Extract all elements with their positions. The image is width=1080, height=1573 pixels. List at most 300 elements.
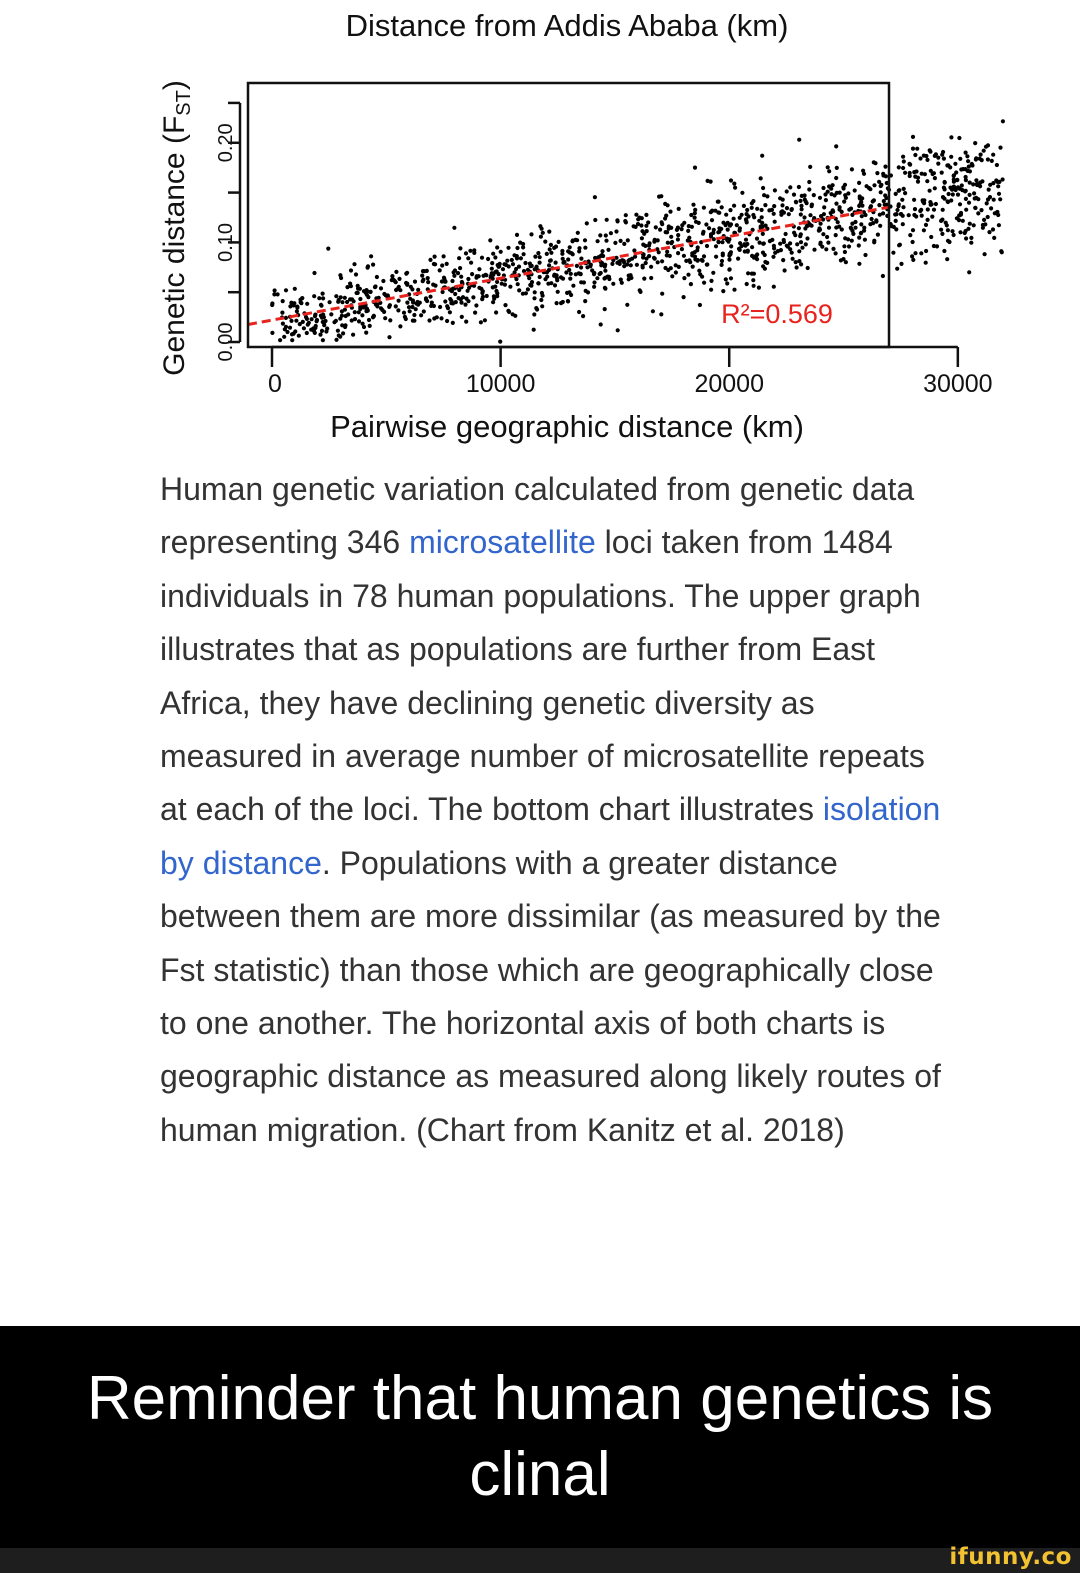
data-point (710, 218, 714, 222)
y-axis-label-close: ) (158, 80, 191, 91)
data-point (798, 199, 802, 203)
data-point (438, 305, 442, 309)
data-point (930, 215, 934, 219)
data-point (411, 298, 415, 302)
data-point (350, 297, 354, 301)
data-point (408, 309, 412, 313)
data-point (464, 251, 468, 255)
data-point (785, 244, 789, 248)
data-point (636, 222, 640, 226)
data-point (448, 297, 452, 301)
data-point (453, 292, 457, 296)
data-point (427, 318, 431, 322)
data-point (996, 184, 1000, 188)
data-point (545, 275, 549, 279)
data-point (964, 208, 968, 212)
data-point (529, 232, 533, 236)
data-point (576, 231, 580, 235)
data-point (725, 281, 729, 285)
data-point (343, 296, 347, 300)
scatter-points (270, 119, 1005, 344)
data-point (491, 300, 495, 304)
data-point (339, 295, 343, 299)
data-point (611, 282, 615, 286)
data-point (603, 269, 607, 273)
data-point (539, 235, 543, 239)
data-point (894, 219, 898, 223)
data-point (772, 246, 776, 250)
data-point (926, 207, 930, 211)
data-point (536, 251, 540, 255)
data-point (747, 214, 751, 218)
data-point (514, 267, 518, 271)
data-point (649, 276, 653, 280)
data-point (616, 328, 620, 332)
data-point (785, 206, 789, 210)
data-point (459, 301, 463, 305)
data-point (911, 135, 915, 139)
data-point (763, 253, 767, 257)
data-point (668, 210, 672, 214)
data-point (426, 276, 430, 280)
data-point (566, 257, 570, 261)
data-point (799, 232, 803, 236)
data-point (329, 312, 333, 316)
data-point (704, 222, 708, 226)
data-point (281, 322, 285, 326)
data-point (966, 159, 970, 163)
data-point (808, 213, 812, 217)
data-point (1001, 119, 1005, 123)
data-point (686, 273, 690, 277)
data-point (483, 318, 487, 322)
data-point (835, 191, 839, 195)
data-point (710, 209, 714, 213)
data-point (913, 251, 917, 255)
data-point (538, 261, 542, 265)
data-point (535, 265, 539, 269)
isolation-by-distance-link[interactable]: isolation by distance (160, 791, 941, 881)
data-point (779, 248, 783, 252)
data-point (872, 198, 876, 202)
data-point (451, 287, 455, 291)
data-point (947, 240, 951, 244)
data-point (452, 270, 456, 274)
data-point (897, 165, 901, 169)
data-point (374, 302, 378, 306)
data-point (555, 301, 559, 305)
data-point (526, 268, 530, 272)
data-point (843, 193, 847, 197)
data-point (900, 198, 904, 202)
data-point (354, 272, 358, 276)
data-point (619, 278, 623, 282)
data-point (920, 172, 924, 176)
data-point (751, 278, 755, 282)
data-point (383, 316, 387, 320)
data-point (961, 167, 965, 171)
data-point (946, 163, 950, 167)
data-point (874, 218, 878, 222)
data-point (424, 296, 428, 300)
data-point (353, 310, 357, 314)
data-point (570, 251, 574, 255)
data-point (381, 279, 385, 283)
data-point (982, 218, 986, 222)
data-point (349, 268, 353, 272)
data-point (669, 235, 673, 239)
data-point (360, 313, 364, 317)
data-point (557, 240, 561, 244)
y-tick-label: 0.20 (215, 123, 237, 163)
data-point (925, 158, 929, 162)
y-tick-label: 0.10 (215, 222, 237, 262)
data-point (799, 212, 803, 216)
data-point (987, 188, 991, 192)
data-point (540, 304, 544, 308)
data-point (765, 194, 769, 198)
data-point (850, 239, 854, 243)
data-point (491, 252, 495, 256)
data-point (942, 157, 946, 161)
data-point (541, 294, 545, 298)
data-point (514, 277, 518, 281)
data-point (932, 208, 936, 212)
data-point (300, 296, 304, 300)
data-point (539, 298, 543, 302)
data-point (986, 215, 990, 219)
data-point (954, 188, 958, 192)
data-point (1001, 177, 1005, 181)
data-point (554, 245, 558, 249)
data-point (991, 227, 995, 231)
data-point (844, 260, 848, 264)
data-point (724, 277, 728, 281)
data-point (843, 183, 847, 187)
data-point (902, 159, 906, 163)
data-point (857, 243, 861, 247)
data-point (999, 249, 1003, 253)
data-point (422, 309, 426, 313)
data-point (457, 288, 461, 292)
data-point (547, 230, 551, 234)
data-point (980, 179, 984, 183)
data-point (297, 334, 301, 338)
data-point (746, 250, 750, 254)
data-point (299, 300, 303, 304)
data-point (583, 238, 587, 242)
data-point (536, 281, 540, 285)
data-point (994, 178, 998, 182)
data-point (862, 172, 866, 176)
data-point (883, 165, 887, 169)
data-point (510, 258, 514, 262)
data-point (974, 156, 978, 160)
data-point (914, 214, 918, 218)
data-point (922, 198, 926, 202)
meme-caption-text: Reminder that human genetics is clinal (86, 1364, 994, 1509)
data-point (644, 224, 648, 228)
data-point (973, 206, 977, 210)
data-point (511, 262, 515, 266)
data-point (709, 288, 713, 292)
data-point (559, 301, 563, 305)
data-point (928, 200, 932, 204)
data-point (797, 185, 801, 189)
data-point (794, 260, 798, 264)
data-point (344, 314, 348, 318)
data-point (958, 230, 962, 234)
data-point (526, 287, 530, 291)
data-point (693, 216, 697, 220)
data-point (760, 154, 764, 158)
data-point (538, 275, 542, 279)
data-point (549, 281, 553, 285)
data-point (340, 300, 344, 304)
data-point (498, 340, 502, 344)
data-point (800, 194, 804, 198)
data-point (284, 325, 288, 329)
data-point (321, 296, 325, 300)
data-point (439, 316, 443, 320)
data-point (697, 221, 701, 225)
data-point (943, 181, 947, 185)
data-point (926, 218, 930, 222)
data-point (701, 230, 705, 234)
data-point (876, 233, 880, 237)
data-point (506, 309, 510, 313)
data-point (458, 246, 462, 250)
data-point (924, 223, 928, 227)
data-point (842, 200, 846, 204)
data-point (812, 193, 816, 197)
data-point (981, 223, 985, 227)
data-point (629, 263, 633, 267)
data-point (976, 211, 980, 215)
data-point (942, 249, 946, 253)
data-point (729, 244, 733, 248)
data-point (403, 315, 407, 319)
chart-title: Distance from Addis Ababa (km) (345, 8, 789, 43)
data-point (802, 215, 806, 219)
data-point (738, 241, 742, 245)
data-point (549, 258, 553, 262)
data-point (666, 241, 670, 245)
data-point (729, 276, 733, 280)
caption-text-1: Human genetic variation calculated from genetic data representing 346 (160, 471, 915, 561)
data-point (624, 213, 628, 217)
data-point (878, 213, 882, 217)
data-point (493, 270, 497, 274)
data-point (402, 311, 406, 315)
data-point (471, 295, 475, 299)
footer-bar (0, 1544, 1080, 1573)
data-point (605, 218, 609, 222)
data-point (472, 251, 476, 255)
data-point (729, 250, 733, 254)
data-point (555, 276, 559, 280)
data-point (867, 186, 871, 190)
data-point (415, 302, 419, 306)
data-point (358, 307, 362, 311)
data-point (451, 321, 455, 325)
data-point (838, 205, 842, 209)
data-point (410, 305, 414, 309)
data-point (547, 268, 551, 272)
data-point (459, 275, 463, 279)
data-point (494, 310, 498, 314)
data-point (964, 178, 968, 182)
data-point (949, 135, 953, 139)
data-point (949, 198, 953, 202)
data-point (846, 237, 850, 241)
data-point (831, 208, 835, 212)
data-point (750, 206, 754, 210)
data-point (352, 262, 356, 266)
data-point (477, 267, 481, 271)
data-point (853, 188, 857, 192)
data-point (278, 338, 282, 342)
data-point (834, 144, 838, 148)
data-point (822, 205, 826, 209)
ifunny-watermark: ifunny.co (949, 1544, 1072, 1570)
data-point (394, 270, 398, 274)
data-point (284, 316, 288, 320)
data-point (860, 214, 864, 218)
data-point (737, 247, 741, 251)
data-point (668, 254, 672, 258)
data-point (857, 236, 861, 240)
data-point (549, 251, 553, 255)
data-point (328, 300, 332, 304)
data-point (995, 163, 999, 167)
data-point (732, 182, 736, 186)
data-point (700, 275, 704, 279)
data-point (847, 244, 851, 248)
data-point (305, 331, 309, 335)
data-point (940, 218, 944, 222)
data-point (963, 189, 967, 193)
data-point (908, 171, 912, 175)
data-point (965, 154, 969, 158)
data-point (579, 257, 583, 261)
data-point (884, 174, 888, 178)
data-point (711, 271, 715, 275)
data-point (746, 271, 750, 275)
data-point (593, 195, 597, 199)
data-point (405, 301, 409, 305)
data-point (941, 208, 945, 212)
data-point (604, 233, 608, 237)
data-point (891, 251, 895, 255)
data-point (579, 265, 583, 269)
data-point (986, 157, 990, 161)
data-point (974, 196, 978, 200)
data-point (757, 219, 761, 223)
data-point (610, 262, 614, 266)
data-point (908, 233, 912, 237)
data-point (652, 256, 656, 260)
data-point (849, 226, 853, 230)
data-point (949, 155, 953, 159)
data-point (404, 281, 408, 285)
data-point (913, 153, 917, 157)
data-point (752, 272, 756, 276)
data-point (784, 232, 788, 236)
data-point (847, 208, 851, 212)
data-point (474, 276, 478, 280)
data-point (721, 253, 725, 257)
data-point (834, 251, 838, 255)
data-point (495, 245, 499, 249)
data-point (452, 226, 456, 230)
data-point (669, 241, 673, 245)
data-point (912, 198, 916, 202)
data-point (964, 197, 968, 201)
data-point (501, 267, 505, 271)
data-point (622, 264, 626, 268)
data-point (700, 258, 704, 262)
data-point (337, 333, 341, 337)
data-point (727, 258, 731, 262)
data-point (879, 190, 883, 194)
data-point (481, 295, 485, 299)
data-point (859, 222, 863, 226)
data-point (503, 303, 507, 307)
data-point (946, 228, 950, 232)
data-point (366, 295, 370, 299)
data-point (665, 250, 669, 254)
data-point (702, 281, 706, 285)
chart-svg (0, 0, 1080, 460)
data-point (313, 314, 317, 318)
data-point (772, 212, 776, 216)
data-point (744, 238, 748, 242)
data-point (528, 262, 532, 266)
caption-text-3: . Populations with a greater distance between them are more dissimilar (as measured by the Fst statistic) than those which are geographically close to one another. The horizontal axis of both charts is geographic distance as measured along likely routes of human migration. (Chart from Kanitz et al. 2018) (160, 844, 941, 1148)
data-point (372, 314, 376, 318)
data-point (479, 287, 483, 291)
data-point (600, 249, 604, 253)
data-point (819, 214, 823, 218)
data-point (780, 209, 784, 213)
data-point (412, 313, 416, 317)
data-point (490, 261, 494, 265)
data-point (800, 246, 804, 250)
data-point (493, 255, 497, 259)
microsatellite-link[interactable]: microsatellite (409, 524, 596, 561)
data-point (449, 301, 453, 305)
data-point (907, 213, 911, 217)
data-point (687, 258, 691, 262)
data-point (983, 252, 987, 256)
x-axis (268, 347, 993, 398)
data-point (693, 208, 697, 212)
data-point (947, 192, 951, 196)
data-point (879, 183, 883, 187)
data-point (986, 197, 990, 201)
data-point (709, 180, 713, 184)
data-point (911, 228, 915, 232)
data-point (763, 260, 767, 264)
data-point (696, 245, 700, 249)
data-point (577, 310, 581, 314)
data-point (676, 237, 680, 241)
data-point (364, 288, 368, 292)
data-point (641, 265, 645, 269)
data-point (755, 237, 759, 241)
y-axis (215, 103, 240, 362)
